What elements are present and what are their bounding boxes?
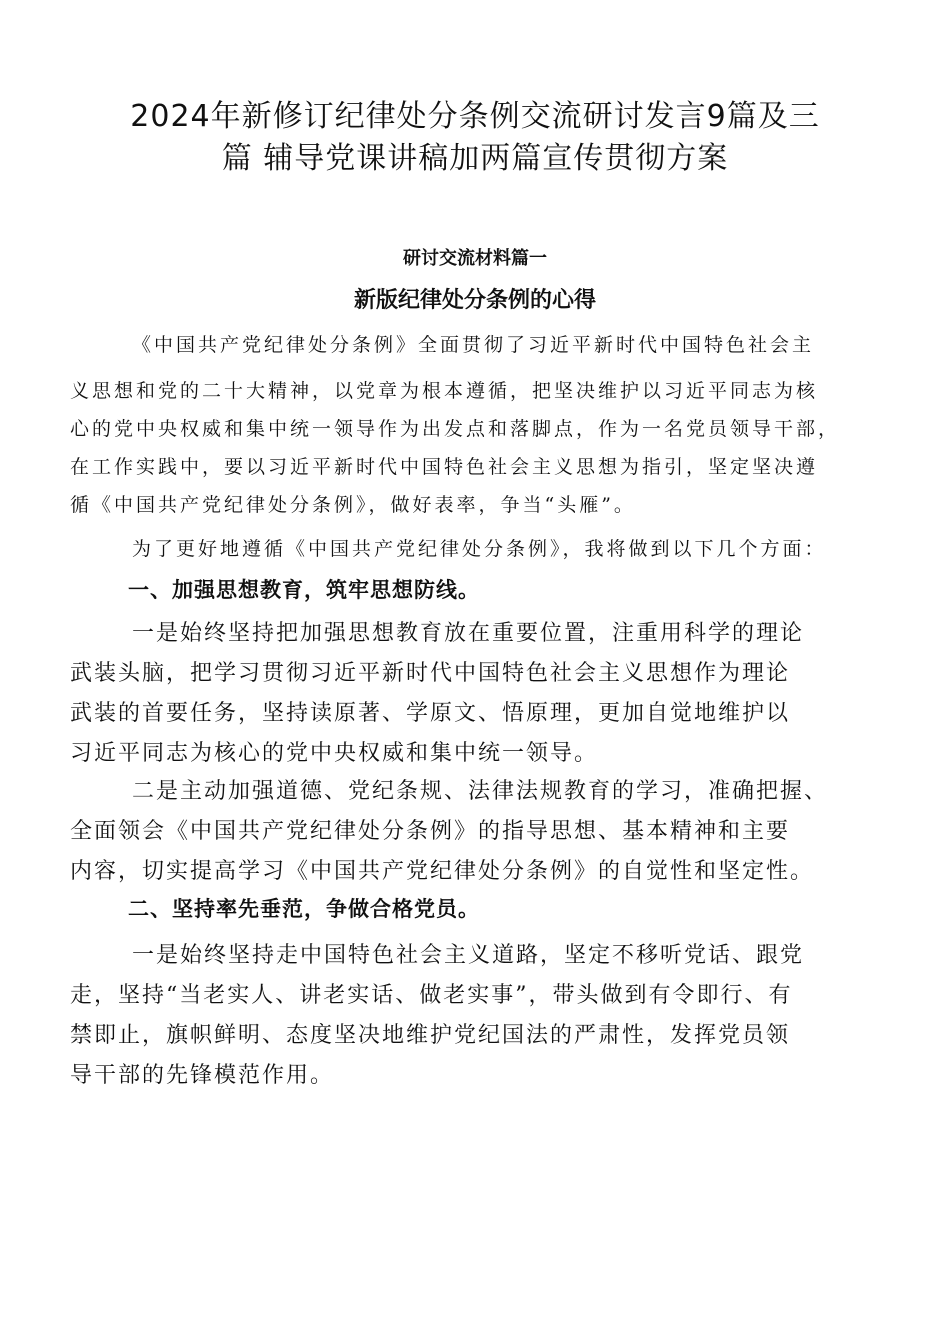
section-label: 研讨交流材料篇一 [403,248,547,269]
paragraph-line: 为了更好地遵循《中国共产党纪律处分条例》，我将做到以下几个方面： [132,538,827,560]
article-title: 新版纪律处分条例的心得 [353,288,596,313]
paragraph-line: 一是始终坚持把加强思想教育放在重要位置，注重用科学的理论 [132,621,805,646]
document-title-line: 2024年新修订纪律处分条例交流研讨发言9篇及三 [130,99,820,134]
transition-paragraph [70,530,890,568]
section-heading-1: 一、加强思想教育，筑牢思想防线。 [128,578,480,602]
paragraph-line: 武装的首要任务，坚持读原著、学原文、悟原理，更加自觉地维护以 [70,701,791,726]
paragraph-line: 内容，切实提高学习《中国共产党纪律处分条例》的自觉性和坚定性。 [70,859,815,884]
paragraph-line: 武装头脑，把学习贯彻习近平新时代中国特色社会主义思想作为理论 [70,661,791,686]
paragraph-line: 走，坚持“当老实人、讲老实话、做老实事”，带头做到有令即行、有 [70,983,793,1008]
paragraph-line: 习近平同志为核心的党中央权威和集中统一领导。 [70,741,599,766]
body-paragraph [70,772,890,892]
paragraph-line: 一是始终坚持走中国特色社会主义道路，坚定不移听党话、跟党 [132,943,805,968]
paragraph-line: 全面领会《中国共产党纪律处分条例》的指导思想、基本精神和主要 [70,819,791,844]
intro-paragraph [70,326,890,524]
document-title-line: 篇 辅导党课讲稿加两篇宣传贯彻方案 [221,141,729,176]
paragraph-line: 心的党中央权威和集中统一领导作为出发点和落脚点，作为一名党员领导干部， [70,418,841,440]
document-title [60,96,890,180]
paragraph-line: 义思想和党的二十大精神，以党章为根本遵循，把坚决维护以习近平同志为核 [70,380,819,402]
body-paragraph [70,936,890,1096]
paragraph-line: 导干部的先锋模范作用。 [70,1063,335,1088]
paragraph-line: 循《中国共产党纪律处分条例》，做好表率，争当“头雁”。 [70,494,636,516]
body-paragraph [70,614,890,774]
paragraph-line: 《中国共产党纪律处分条例》全面贯彻了习近平新时代中国特色社会主 [132,334,815,356]
paragraph-line: 二是主动加强道德、党纪条规、法律法规教育的学习，准确把握、 [132,779,829,804]
paragraph-line: 禁即止，旗帜鲜明、态度坚决地维护党纪国法的严肃性，发挥党员领 [70,1023,791,1048]
section-heading-2: 二、坚持率先垂范，争做合格党员。 [128,897,480,921]
paragraph-line: 在工作实践中，要以习近平新时代中国特色社会主义思想为指引，坚定坚决遵 [70,456,819,478]
